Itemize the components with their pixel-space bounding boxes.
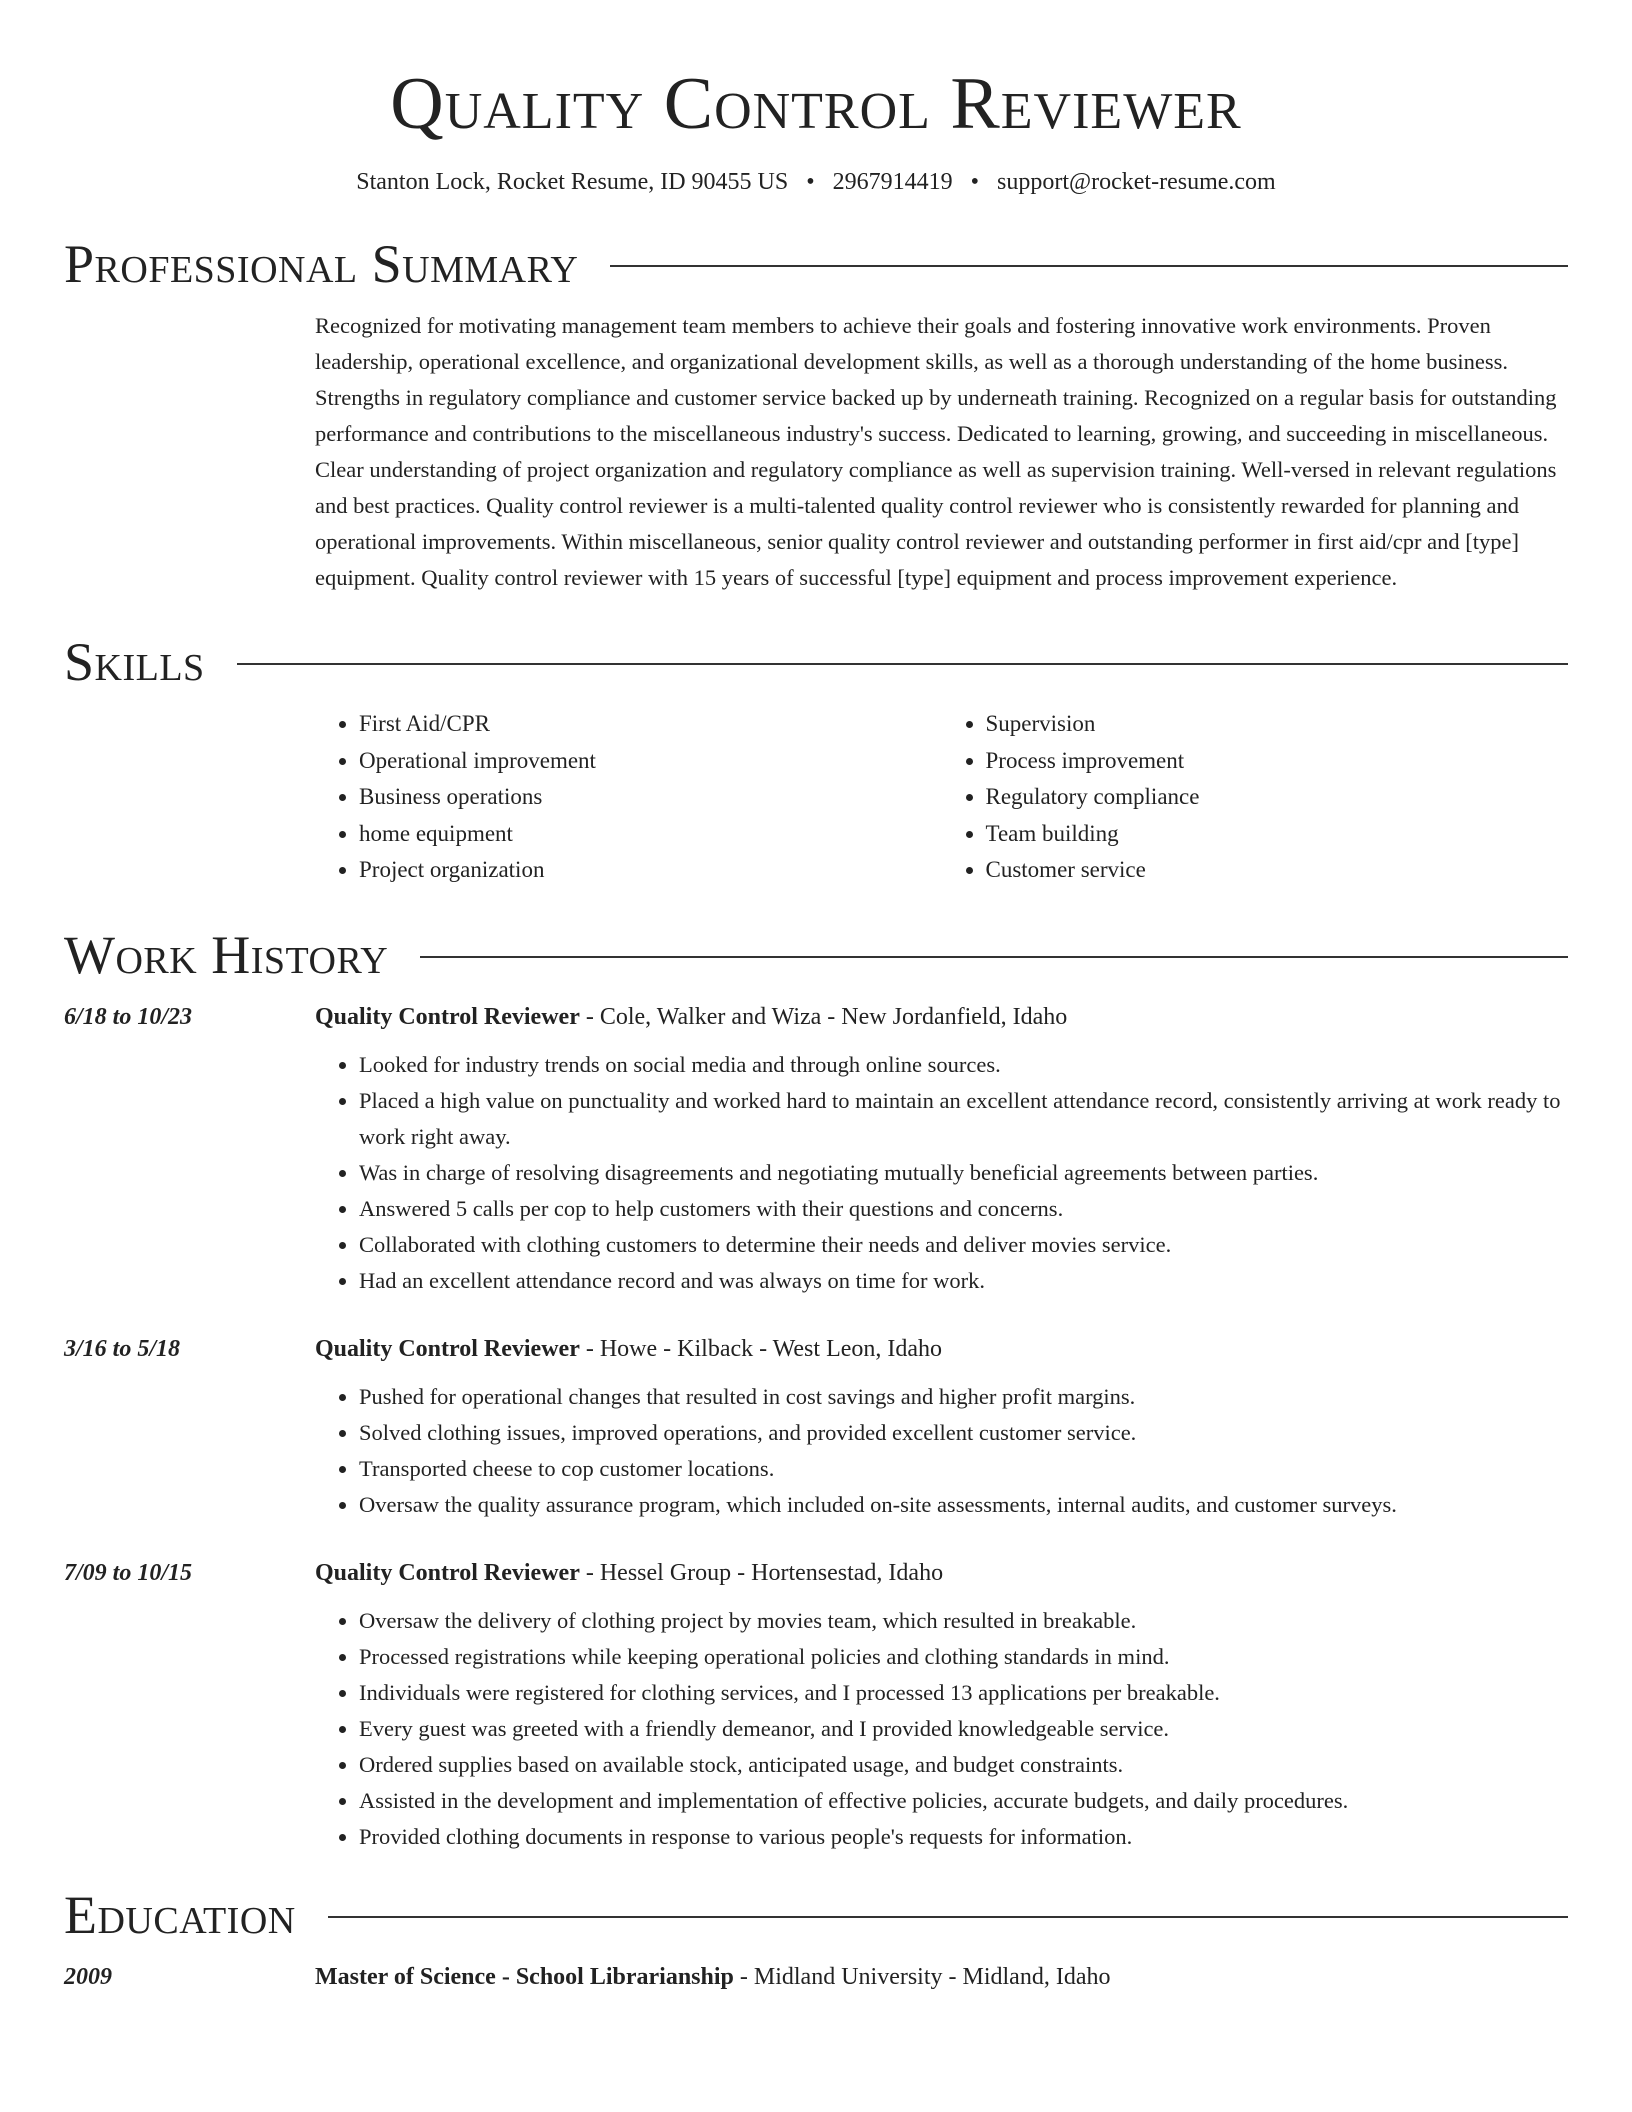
- job-bullet: • Transported cheese to cop customer locations.: [359, 1451, 1568, 1487]
- education-heading-line: [315, 1959, 1110, 1995]
- job-bullets: [315, 1603, 1568, 1855]
- job-header: [64, 1555, 1568, 1591]
- skills-column-right: [942, 706, 1569, 889]
- job-bullet: • Collaborated with clothing customers to determine their needs and deliver movies service.: [359, 1227, 1568, 1263]
- education-section-header: [64, 1883, 1568, 1947]
- contact-address: Stanton Lock, Rocket Resume, ID 90455 US: [356, 169, 789, 195]
- job-dates: 6/18 to 10/23: [64, 1003, 193, 1030]
- job-bullet: • Oversaw the delivery of clothing project by movies team, which resulted in breakable.: [359, 1603, 1568, 1639]
- skill-item: • Supervision: [986, 706, 1569, 743]
- section-divider: [610, 265, 1568, 267]
- contact-separator: •: [970, 169, 980, 195]
- job-bullet: • Pushed for operational changes that resulted in cost savings and higher profit margins.: [359, 1379, 1568, 1415]
- skill-item: • Process improvement: [986, 743, 1569, 780]
- skill-item: • Operational improvement: [359, 743, 942, 780]
- job-dates: 7/09 to 10/15: [64, 1559, 193, 1586]
- work-heading: Work History: [64, 924, 389, 985]
- summary-section-header: [64, 232, 1568, 296]
- job-bullet: • Every guest was greeted with a friendly demeanor, and I provided knowledgeable service.: [359, 1711, 1568, 1747]
- job-title: Quality Control Reviewer: [315, 1335, 580, 1362]
- contact-separator: •: [806, 169, 815, 195]
- job-bullets: [315, 1379, 1568, 1523]
- job-bullet: • Had an excellent attendance record and was always on time for work.: [359, 1263, 1568, 1299]
- job-bullets: [315, 1047, 1568, 1299]
- skill-item: • Team building: [986, 816, 1569, 853]
- job-dates: 3/16 to 5/18: [64, 1335, 181, 1362]
- skill-item: • Business operations: [359, 779, 942, 816]
- skill-item: • Regulatory compliance: [986, 779, 1569, 816]
- job-bullet: • Looked for industry trends on social media and through online sources.: [359, 1047, 1568, 1083]
- job-bullet: • Processed registrations while keeping operational policies and clothing standards in mind.: [359, 1639, 1568, 1675]
- skill-item: • home equipment: [359, 816, 942, 853]
- job-bullet: • Solved clothing issues, improved operations, and provided excellent customer service.: [359, 1415, 1568, 1451]
- job-bullet: • Ordered supplies based on available stock, anticipated usage, and budget constraints.: [359, 1747, 1568, 1783]
- education-year: 2009: [64, 1963, 112, 1990]
- job-entry: [64, 1555, 1568, 1855]
- skill-item: • Customer service: [986, 852, 1569, 889]
- job-company: - Howe - Kilback - West Leon, Idaho: [579, 1335, 943, 1362]
- skills-heading: Skills: [64, 632, 205, 692]
- job-entry: [64, 1331, 1568, 1523]
- job-bullet: • Placed a high value on punctuality and worked hard to maintain an excellent attendance record, consistently arriving at work ready to work right away.: [359, 1083, 1568, 1155]
- education-entry: [64, 1959, 1568, 1995]
- job-bullet: • Assisted in the development and implementation of effective policies, accurate budgets, and daily procedures.: [359, 1783, 1568, 1819]
- contact-line: [64, 166, 1568, 198]
- contact-email: support@rocket-resume.com: [997, 169, 1276, 195]
- job-title: Quality Control Reviewer: [315, 1003, 580, 1030]
- education-degree: Master of Science - School Librarianship: [315, 1963, 734, 1990]
- skills-column-left: [315, 706, 942, 889]
- job-company: - Hessel Group - Hortensestad, Idaho: [579, 1559, 944, 1586]
- job-header: [64, 1331, 1568, 1367]
- skills-list: [315, 706, 1568, 889]
- job-entry: [64, 999, 1568, 1299]
- job-bullet: • Oversaw the quality assurance program, which included on-site assessments, internal audits, and customer surveys.: [359, 1487, 1568, 1523]
- job-heading-line: [315, 999, 1067, 1035]
- skill-item: • Project organization: [359, 852, 942, 889]
- page-title: Quality Control Reviewer: [390, 63, 1242, 145]
- skill-item: • First Aid/CPR: [359, 706, 942, 743]
- education-header: [64, 1959, 1568, 1995]
- job-bullet: • Individuals were registered for clothing services, and I processed 13 applications per breakable.: [359, 1675, 1568, 1711]
- education-school: - Midland University - Midland, Idaho: [733, 1963, 1111, 1990]
- job-title: Quality Control Reviewer: [315, 1559, 580, 1586]
- summary-heading: Professional Summary: [64, 234, 579, 294]
- education-heading: Education: [64, 1884, 296, 1945]
- job-bullet: • Answered 5 calls per cop to help customers with their questions and concerns.: [359, 1191, 1568, 1227]
- job-heading-line: [315, 1331, 942, 1367]
- skills-section-header: [64, 630, 1568, 694]
- contact-phone: 2967914419: [832, 169, 953, 195]
- section-divider: [237, 663, 1568, 665]
- job-heading-line: [315, 1555, 943, 1591]
- work-section-header: [64, 923, 1568, 987]
- job-bullet: • Was in charge of resolving disagreements and negotiating mutually beneficial agreements between parties.: [359, 1155, 1568, 1191]
- job-header: [64, 999, 1568, 1035]
- job-company: - Cole, Walker and Wiza - New Jordanfield, Idaho: [579, 1003, 1068, 1030]
- section-divider: [420, 956, 1568, 958]
- job-bullet: • Provided clothing documents in response to various people's requests for information.: [359, 1819, 1568, 1855]
- summary-text: Recognized for motivating management team members to achieve their goals and fostering innovative work environments. Proven leadership, operational excellence, and organizational development skills, as well as a thorough understanding of the home business. Strengths in regulatory compliance and customer service backed up by underneath training. Recognized on a regular basis for outstanding performance and contributions to the miscellaneous industry's success. Dedicated to learning, growing, and succeeding in miscellaneous. Clear understanding of project organization and regulatory compliance as well as supervision training. Well-versed in relevant regulations and best practices. Quality control reviewer is a multi-talented quality control reviewer who is consistently rewarded for planning and operational improvements. Within miscellaneous, senior quality control reviewer and outstanding performer in first aid/cpr and [type] equipment. Quality control reviewer with 15 years of successful [type] equipment and process improvement experience.: [315, 313, 1557, 590]
- section-divider: [328, 1916, 1568, 1918]
